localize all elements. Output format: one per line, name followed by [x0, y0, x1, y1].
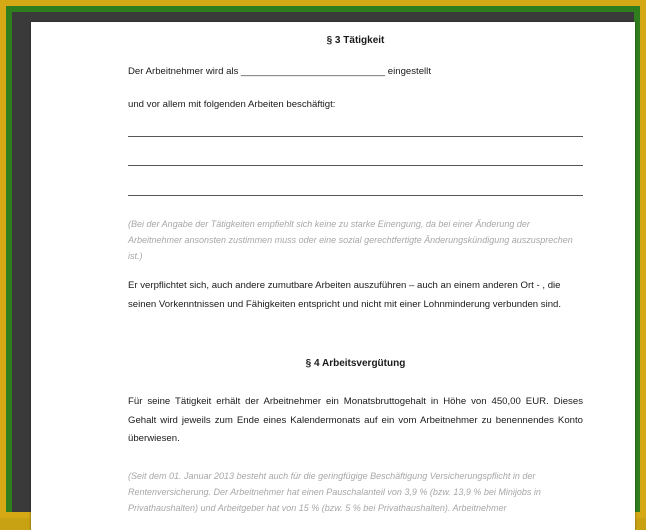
tasks-intro: und vor allem mit folgenden Arbeiten beschäftigt: [128, 99, 336, 110]
blank-line [128, 195, 583, 196]
blank-line [128, 136, 583, 137]
document-page [31, 22, 635, 530]
employed-as-blank: ___________________________ [241, 66, 386, 77]
section-3-heading: § 3 Tätigkeit [326, 35, 385, 46]
employed-as-line [128, 66, 431, 77]
section-4-heading: § 4 Arbeitsvergütung [305, 358, 406, 369]
employed-as-prefix: Der Arbeitnehmer wird als [128, 66, 239, 77]
viewer-background [12, 12, 634, 512]
blank-line [128, 165, 583, 166]
section-3-obligation: Er verpflichtet sich, auch andere zumutbare Arbeiten auszuführen – auch an einem anderen Ort - , die seinen Vorkenntnissen und Fähigkeiten entspricht und nicht mit einer Lohnminderung verbunden sind. [128, 280, 562, 310]
section-4-note: (Seit dem 01. Januar 2013 besteht auch für die geringfügige Beschäftigung Versicherungspflicht in der Rentenversicherung. Der Arbeitnehmer hat einen Pauschalanteil von 3,9 % (bzw. 13,9 % bei Minijobs in Privathaushalten) und Arbeitgeber hat von 15 % (bzw. 5 % bei Privathaushalten). Arbeitnehmer [128, 471, 541, 513]
employed-as-suffix: eingestellt [387, 66, 431, 77]
section-3-note: (Bei der Angabe der Tätigkeiten empfiehlt sich keine zu starke Einengung, da bei einer Änderung der Arbeitnehmer ansonsten zustimmen muss oder eine sozial gerechtfertigte Änderungskündigung auszusprechen ist.) [128, 219, 573, 261]
section-4-salary: Für seine Tätigkeit erhält der Arbeitnehmer ein Monatsbruttogehalt in Höhe von 450,00 EUR. Dieses Gehalt wird jeweils zum Ende eines Kalendermonats auf ein vom Arbeitnehmer zu benennendes Konto überwiesen. [128, 396, 583, 444]
